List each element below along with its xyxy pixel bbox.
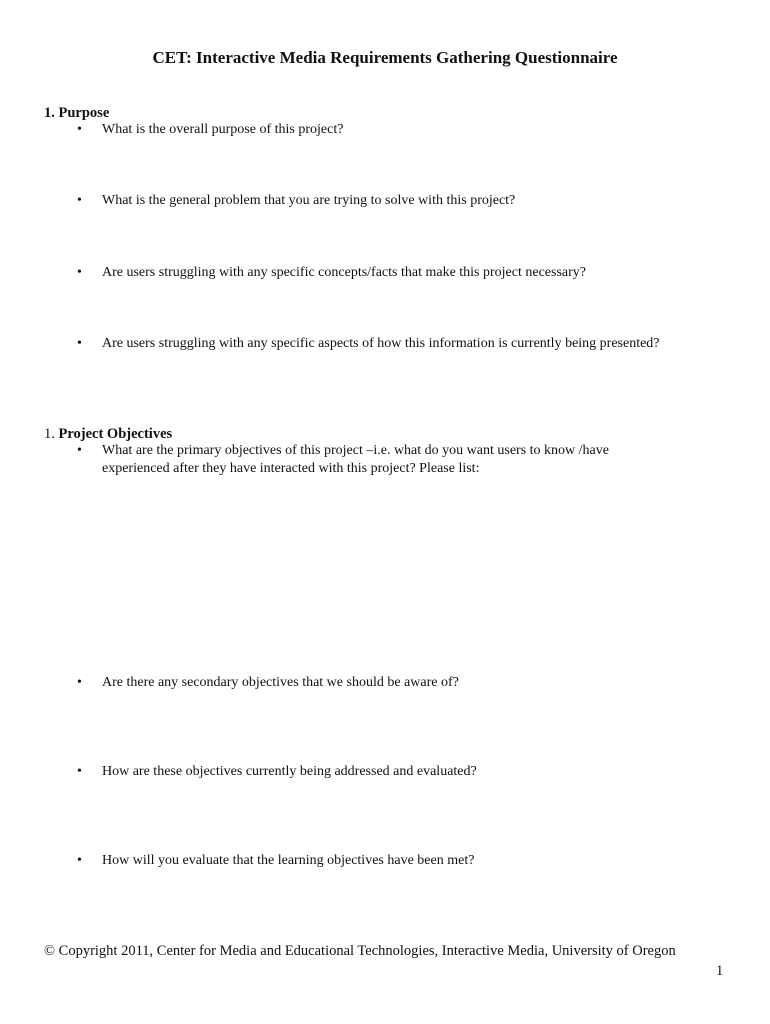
- bullet-icon: •: [77, 675, 82, 690]
- section-heading-purpose: [44, 104, 109, 122]
- question-text: Are users struggling with any specific concepts/facts that make this project necessary?: [102, 265, 587, 280]
- section-title: Purpose: [58, 105, 110, 121]
- bullet-icon: •: [77, 853, 82, 868]
- bullet-icon: •: [77, 122, 82, 137]
- bullet-icon: •: [77, 764, 82, 779]
- section-heading-project-objectives: [44, 425, 172, 443]
- question-text: What is the general problem that you are trying to solve with this project?: [102, 193, 516, 208]
- question-text: What is the overall purpose of this project?: [102, 122, 344, 137]
- question-text: Are there any secondary objectives that we should be aware of?: [102, 675, 459, 690]
- question-text: What are the primary objectives of this project –i.e. what do you want users to know /have: [102, 443, 609, 458]
- question-text: How are these objectives currently being addressed and evaluated?: [102, 764, 477, 779]
- copyright-footer: © Copyright 2011, Center for Media and Educational Technologies, Interactive Media, University of Oregon: [44, 943, 676, 959]
- bullet-icon: •: [77, 443, 82, 458]
- section-number: 1.: [44, 105, 55, 121]
- question-text: Are users struggling with any specific aspects of how this information is currently being presented?: [102, 336, 660, 351]
- bullet-icon: •: [77, 336, 82, 351]
- question-text-continuation: experienced after they have interacted with this project? Please list:: [102, 461, 480, 476]
- bullet-icon: •: [77, 265, 82, 280]
- section-number: 1.: [44, 426, 55, 442]
- bullet-icon: •: [77, 193, 82, 208]
- document-title: CET: Interactive Media Requirements Gathering Questionnaire: [152, 48, 618, 67]
- question-text: How will you evaluate that the learning objectives have been met?: [102, 853, 475, 868]
- page-number: 1: [716, 963, 724, 979]
- section-title: Project Objectives: [58, 426, 173, 442]
